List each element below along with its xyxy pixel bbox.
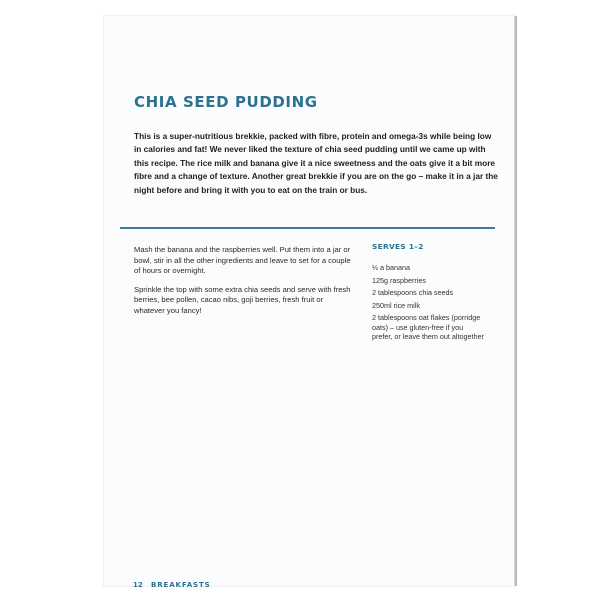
ingredient-item: 2 tablespoons oat flakes (porridge oats) – use gluten-free if you prefer, or leave them out altogether: [372, 313, 484, 342]
page-edge-shadow: [514, 16, 517, 586]
ingredient-item: 125g raspberries: [372, 275, 426, 285]
page-footer: [133, 581, 211, 589]
section-name: BREAKFASTS: [150, 581, 211, 589]
recipe-title: CHIA SEED PUDDING: [134, 93, 318, 111]
ingredient-item: 250ml rice milk: [372, 300, 420, 310]
page-number: 12: [133, 581, 143, 589]
book-page: [104, 16, 514, 589]
ingredient-item: ½ a banana: [372, 263, 410, 272]
method-step: Mash the banana and the raspberries well. Put them into a jar or bowl, stir in all the other ingredients and leave to set for a couple of hours or overnight.: [134, 245, 351, 276]
ingredient-item: 2 tablespoons chia seeds: [372, 288, 454, 298]
serves-heading: SERVES 1–2: [372, 242, 424, 251]
method-step: Sprinkle the top with some extra chia seeds and serve with fresh berries, bee pollen, cacao nibs, goji berries, fresh fruit or whatever you fancy!: [134, 284, 351, 315]
section-divider: [120, 227, 495, 229]
method-column: [134, 245, 355, 325]
ingredients-list: [372, 263, 492, 345]
recipe-intro: This is a super-nutritious brekkie, packed with fibre, protein and omega-3s while being low in calories and fat! We never liked the texture of chia seed pudding until we came up with this recipe. The rice milk and banana give it a nice sweetness and the oats give it a bit more fibre and a change of texture. Another great brekkie if you are on the go – make it in a jar the night before and bring it with you to eat on the train or bus.: [134, 131, 498, 195]
